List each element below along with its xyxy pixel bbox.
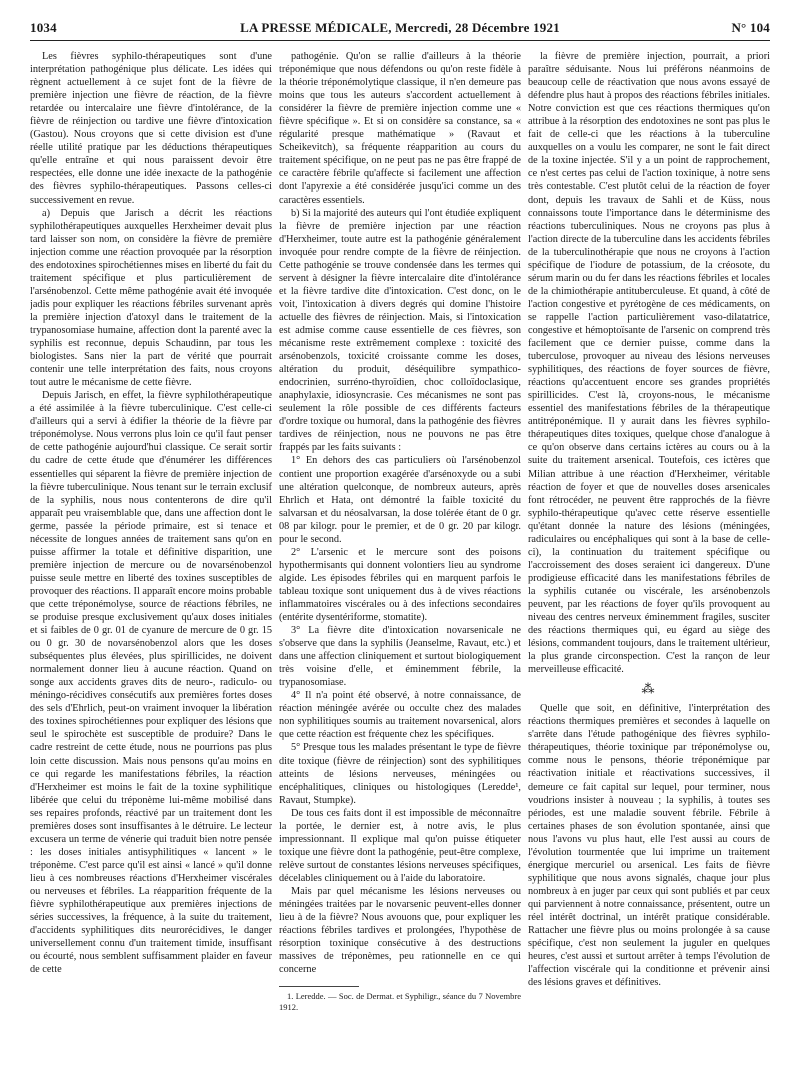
paragraph: 4° Il n'a point été observé, à notre connaissance, de réaction méningée avérée ou occulte chez des malades non syphilitiques soumis au traitement novarsenical, alors que cette réaction est fréquente chez les spécifiques. <box>279 690 521 741</box>
paragraph: la fièvre de première injection, pourrait, a priori paraître séduisante. Nous lui préférons néanmoins de beaucoup celle de réactivation que nous avons essayé de défendre plus haut à propos des réactions fébriles initiales. Notre conviction est que ces réactions thermiques qu'on attribue à la résorption des endotoxines ne sont pas plus le fait de celle-ci que les réactions à la tuberculine auxquelles on a voulu les comparer, ne sont le fait direct de la toxine injectée. S'il y a un point de rapprochement, ce n'est certes pas celui de l'action toxinique, à notre sens très contestable. C'est plutôt celui de la réaction de foyer dont, depuis les travaux de Sahli et de Küss, nous connaissons toute l'importance dans le déterminisme des réactions tuberculiniques. Nous ne croyons pas plus à l'action directe de la tuberculine dans les accidents fébriles de la tuberculinothérapie que nous ne croyons à l'action spécifique de l'iodure de potassium, de la créosote, du sérum marin ou du fer dans les réactions fébriles et locales de la chimiothérapie antituberculeuse. Et quand, à côté de l'action congestive et pyrétogène de ces médicaments, on se rappelle l'action particulièrement vaso-dilatatrice, congestive et hémoptoïsante de l'arsenic on comprend très facilement que ce dernier puisse, comme dans la tuberculose, provoquer au niveau des lésions nerveuses syphilitiques, des réactions de foyer sources de fièvre, réactions qu'accentuent encore ses grandes propriétés spirillicides. C'est là, croyons-nous, le mécanisme essentiel des manifestations fébriles de la thérapeutique antitréponémique. Il y aurait dans les fièvres syphilo-thérapeutiques dites toxiques, quelque chose d'analogue à ce qu'on observe dans certains ictères au cours ou à la suite du traitement arsenical. Toutefois, ces ictères que Milian attribue à une réaction d'Herxheimer, véritable réaction de foyer et que de nouvelles doses arsenicales font rétrocéder, ne peuvent être rapprochés de la fièvre syphilo-thérapeutique qu'avec cette réserve essentielle qu'étant donnée la nature des lésions (méningées, radiculaires ou encéphaliques qui sont à la base de celle-ci), la continuation du traitement spécifique ou l'accroissement des doses seraient ici dangereux. D'une prodigieuse efficacité dans les manifestations fébriles de la syphilis cutanée ou viscérale, les arsénobenzols peuvent, par les réactions de foyer qu'ils provoquent au niveau des centres nerveux éminemment fragiles, susciter des réactions thermiques qui, eu égard au siège des lésions, commandent toujours, dans le traitement ultérieur, la plus grande circonspection. C'est la rançon de leur merveilleuse efficacité. <box>528 51 770 676</box>
footnote-rule <box>279 986 359 987</box>
paragraph: 1° En dehors des cas particuliers où l'arsénobenzol contient une proportion exagérée d'arsénoxyde ou a subi une altération quelconque, de nombreux auteurs, après Ehrlich et Hata, ont démontré la faible toxicité du salvarsan et du néosalvarsan, la dose tolérée étant de 0 gr. 08 par kilogr. pour le premier, et de 0 gr. 20 par kilogr. pour le second. <box>279 455 521 545</box>
paragraph: Les fièvres syphilo-thérapeutiques sont d'une interprétation pathogénique plus délicate. Les idées qui règnent actuellement à ce sujet font de la fièvre de première injection une fièvre de réaction, de la fièvre retardée ou intercalaire une fièvre d'intolérance, de la fièvre de réinjection ou tardive une fièvre d'intoxication (Gastou). Nous croyons que si cette division est d'une réelle utilité pratique par les déductions thérapeutiques qu'elle entraîne et qui nous paraissent devoir être respectées, elle donne une idée inexacte de la pathogénie des fièvres syphilo-thérapeutiques. Passons celles-ci successivement en revue. <box>30 51 272 206</box>
page-number: 1034 <box>30 20 57 35</box>
paragraph: 5° Presque tous les malades présentant le type de fièvre dite toxique (fièvre de réinjection) sont des syphilitiques atteints de lésions nerveuses, méningées ou encéphalitiques, cliniques ou histologiques (Leredde¹, Ravaut, Stumpke). <box>279 742 521 806</box>
journal-title: LA PRESSE MÉDICALE, Mercredi, 28 Décembre 1921 <box>240 20 560 35</box>
footnote: 1. Leredde. — Soc. de Dermat. et Syphiligr., séance du 7 Novembre 1912. <box>279 991 521 1013</box>
paragraph: a) Depuis que Jarisch a décrit les réactions syphilothérapeutiques auxquelles Herxheimer devait plus tard laisser son nom, on considère la fièvre de première injection comme une réaction provoquée par la résorption des endotoxines spirochétiennes mises en liberté du fait du traitement spécifique et plus particulièrement de l'arsénobenzol. Cette même pathogénie avait été invoquée jadis pour expliquer les réactions fébriles survenant après la première injection d'atoxyl dans le traitement de la trypanosomiase humaine, affection dont la parenté avec la syphilis est reconnue, depuis Schaudinn, par tous les biologistes. Sans nier la part de vérité que pourrait contenir une telle interprétation des faits, nous croyons tout autre le mécanisme de cette fièvre. <box>30 207 272 389</box>
paragraph: pathogénie. Qu'on se rallie d'ailleurs à la théorie tréponémique que nous défendons ou qu'on reste fidèle à la théorie tréponémolytique classique, il n'en demeure pas moins que tous les auteurs s'accordent actuellement à considérer la fièvre de première injection comme une « fièvre spécifique ». Et si on considère sa constance, sa « régularité presque mathématique » (Ravaut et Scheikevitch), sa fréquente réapparition au cours du traitement spécifique, on ne peut pas ne pas être frappé de ce caractère fébrile qu'affecte si facilement une affection dont l'apyrexie a été considérée jusqu'ici comme un des caractères essentiels. <box>279 51 521 206</box>
text-column-3 <box>528 50 770 1065</box>
paragraph: Mais par quel mécanisme les lésions nerveuses ou méningées traitées par le novarsenic peuvent-elles donner lieu à de la fièvre? Nous avouons que, pour expliquer les réactions fébriles tardives et prolongées, l'hypothèse de résorption toxinique consécutive à des destructions massives de tréponèmes, peu rationnelle en ce qui concerne <box>279 886 521 976</box>
paragraph: 3° La fièvre dite d'intoxication novarsenicale ne s'observe que dans la syphilis (Jeanselme, Ravaut, etc.) et dans une affection cliniquement et surtout biologiquement très voisine d'elle, et éminemment fébrile, la trypanosomiase. <box>279 625 521 689</box>
page-header <box>30 18 770 41</box>
paragraph: Quelle que soit, en définitive, l'interprétation des réactions thermiques premières et secondes à laquelle on s'arrête dans l'étude pathogénique des fièvres syphilo-thérapeutiques, théorie toxinique par tréponémolyse ou, comme nous le pensons, théorie tréponémique par réactivation initiale et réactivations successives, il demeure ce fait capital sur lequel, pour terminer, nous voudrions insister à nouveau ; la syphilis, à toutes ses périodes, est une maladie souvent fébrile. Fébrile à certaines phases de son évolution spontanée, ainsi que nous l'avons vu plus haut, elle l'est aussi au cours de l'évolution tourmentée que lui imprime un traitement énergique mercuriel ou arsenical. Les faits de fièvre syphilitique que nous avons signalés, chaque jour plus nombreux à en juger par ceux qui sont publiés et par ceux qui parviennent à notre connaissance, présentent, outre un réel intérêt doctrinal, un intérêt pratique considérable. Rattacher une fièvre plus ou moins prolongée à sa cause spécifique, c'est non seulement la juguler en quelques heures, c'est aussi et surtout arrêter à temps l'évolution de l'affection viscérale qui la conditionne et prévenir ainsi des lésions graves et définitives. <box>528 703 770 989</box>
section-separator-asterism: ⁂ <box>641 681 657 697</box>
text-column-1 <box>30 50 272 1065</box>
paragraph: 2° L'arsenic et le mercure sont des poisons hypothermisants qui donnent volontiers lieu au syndrome algide. Les épisodes fébriles qui en marquent parfois le tableau toxique sont uniquement dus à de vives réactions inflammatoires viscérales ou à des infections secondaires (entérite dysentériforme, stomatite). <box>279 546 521 624</box>
issue-number: N° 104 <box>731 20 770 35</box>
paragraph: b) Si la majorité des auteurs qui l'ont étudiée expliquent la fièvre de première injection par une réaction d'Herxheimer, toute autre est la pathogénie généralement invoquée pour rendre compte de la fièvre de réinjection. Cette pathogénie se trouve condensée dans les termes qui servent à désigner la fièvre intercalaire dite d'intolérance et la fièvre tardive dite d'intoxication. C'est donc, on le voit, l'intoxication à divers degrés qui domine l'histoire actuelle des fièvres de réinjection. Mais, si l'intoxication est admise comme cause essentielle de ces fièvres, son mécanisme reste extrêmement complexe : toxicité des arsénobenzols, toxicité croissante comme les doses, altération du produit, déséquilibre sympathico-endocrinien, surréno-thyroïdien, choc colloïdoclasique, anaphylaxie, idiosyncrasie. Ces mécanismes ne sont pas seulement la rôle possible de ces différents facteurs d'ordre toxique ou humoral, dans la pathogénie des fièvres tardives de réinjection, nous ne pouvons ne pas être frappés par les faits suivants : <box>279 207 521 454</box>
paragraph: Depuis Jarisch, en effet, la fièvre syphilothérapeutique a été assimilée à la fièvre tuberculinique. C'est celle-ci d'ailleurs qui a servi à édifier la théorie de la fièvre par tréponémolyse. Nous verrons plus loin ce qu'il faut penser de cette pathogénie aujourd'hui classique. Ce serait sortir du cadre de cette étude que d'énumérer les différences essentielles qui séparent la fièvre de première injection de la fièvre tuberculinique. Nous tenant sur le terrain exclusif de la syphilis, nous nous contenterons de dire qu'il apparaît peu vraisemblable que, dans une affection dont le germe, passée la période primaire, est si tenace et nécessite de longues années de traitement sans qu'on en puisse affirmer la totale et définitive disparition, une première injection de mercure ou de novarsénobenzol puisse seule mettre en liberté des toxines susceptibles de provoquer des réactions. Il apparaît encore moins probable que cette tréponémolyse, source de réactions fébriles, ne se produise presque exclusivement qu'aux doses initiales et si faibles de 0 gr. 01 de cyanure de mercure de 0 gr. 15 ou 0 gr. 30 de novarsénobenzol alors que les doses subséquentes plus élevées, plus spirillicides, ne doivent normalement donner lieu à aucune réaction. Quand on songe aux accidents graves dits de neuro-, radiculo- ou méningo-récidives consécutifs aux premières fortes doses des sels d'Ehrlich, peut-on vraiment invoquer la libération des toxines spirochétiennes pour expliquer des lésions que seul le spirochète est susceptible de produire? Dans le cadre restreint de cette étude, nous ne pourrions pas plus loin cette discussion. Mais nous pensons qu'au moins en ce qui regarde les manifestations fébriles, la réaction d'Herxheimer est moins le fait de la toxine syphilitique libérée que celui du tréponème lui-même mobilisé dans ses repaires profonds, réactivé par un traitement dont les premières doses sont insuffisantes à le détruire. Le lecteur excusera un terme de vénerie qui traduit bien notre pensée : les doses initiales antisyphilitiques « lancent » le tréponème. C'est parce qu'il est ainsi « lancé » qu'il donne lieu à ces nombreuses réactions d'Herxheimer viscérales ou nerveuses et fébriles. La réapparition fréquente de la fièvre syphilothérapeutique aux premières injections de séries successives, la fréquence, à la suite du traitement, d'accidents syphilitiques dits neurorécidives, le danger universellement connu d'un traitement timide, insuffisant ou écourté, nous semblent suffisamment plaider en faveur de cette <box>30 390 272 976</box>
paragraph: De tous ces faits dont il est impossible de méconnaître la portée, le dernier est, à notre avis, le plus impressionnant. Il explique mal qu'on puisse étiqueter toxique une fièvre dont la pathogénie, peut-être complexe, relève surtout de constantes lésions nerveuses spécifiques, décelables cliniquement ou à l'aide du laboratoire. <box>279 807 521 884</box>
text-column-2 <box>279 50 521 1065</box>
